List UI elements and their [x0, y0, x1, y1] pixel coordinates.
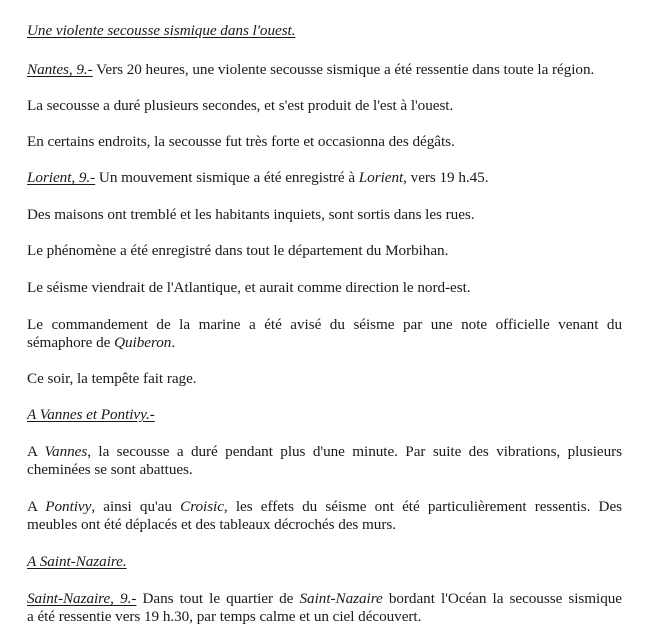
subheading-vannes-pontivy [27, 406, 155, 424]
paragraph-text: Le commandement de la marine a été avisé du séisme par une note officielle venant du [27, 316, 622, 333]
city-quiberon: Quiberon [114, 334, 172, 351]
subheading-saint-nazaire [27, 553, 127, 571]
subheading-text: A Saint-Nazaire. [27, 553, 127, 570]
paragraph-text: A [27, 443, 45, 460]
paragraph-text: bordant l'Océan la secousse sismique [382, 590, 622, 607]
paragraph-text: , la secousse a duré pendant plus d'une minute. Par suite des vibrations, plusieurs [87, 443, 622, 460]
paragraph-saint-nazaire-line1 [27, 590, 622, 608]
dateline-lorient: Lorient, 9.- [27, 169, 96, 186]
paragraph-pontivy-line2 [27, 516, 396, 534]
paragraph-text: , ainsi qu'au [91, 498, 181, 515]
paragraph-text: Des maisons ont tremblé et les habitants inquiets, sont sortis dans les rues. [27, 206, 475, 223]
paragraph-nantes [27, 61, 594, 79]
paragraph-navy-line2 [27, 334, 175, 352]
headline-text: Une violente secousse sismique dans l'ouest. [27, 22, 296, 39]
city-croisic: Croisic [180, 498, 224, 515]
paragraph-houses [27, 206, 475, 224]
paragraph-text: Le séisme viendrait de l'Atlantique, et aurait comme direction le nord-est. [27, 279, 471, 296]
paragraph-text: Un mouvement sismique a été enregistré à [95, 169, 359, 186]
paragraph-lorient [27, 169, 488, 187]
paragraph-text: Vers 20 heures, une violente secousse sismique a été ressentie dans toute la région. [92, 61, 595, 78]
subheading-text: A Vannes et Pontivy.- [27, 406, 155, 423]
paragraph-text: Ce soir, la tempête fait rage. [27, 370, 197, 387]
paragraph-vannes-line1 [27, 443, 622, 461]
paragraph-pontivy-line1 [27, 498, 622, 516]
headline [27, 22, 295, 40]
paragraph-duration [27, 97, 453, 115]
paragraph-text: , vers 19 h.45. [403, 169, 489, 186]
city-pontivy: Pontivy [45, 498, 92, 515]
paragraph-text: Dans tout le quartier de [136, 590, 300, 607]
paragraph-storm [27, 370, 197, 388]
paragraph-vannes-line2 [27, 461, 193, 479]
city-lorient: Lorient [358, 169, 404, 186]
dateline-nantes: Nantes, 9.- [27, 61, 93, 78]
dateline-saint-nazaire: Saint-Nazaire, 9.- [27, 590, 137, 607]
paragraph-text: sémaphore de [27, 334, 115, 351]
paragraph-text: A [27, 498, 46, 515]
paragraph-damage [27, 133, 455, 151]
paragraph-morbihan [27, 242, 448, 260]
city-saint-nazaire: Saint-Nazaire [299, 590, 383, 607]
paragraph-saint-nazaire-line2 [27, 608, 421, 626]
paragraph-text: , les effets du séisme ont été particulièrement ressentis. Des [223, 498, 623, 515]
paragraph-text: meubles ont été déplacés et des tableaux décrochés des murs. [27, 516, 396, 533]
paragraph-text: . [171, 334, 176, 351]
city-vannes: Vannes [44, 443, 88, 460]
paragraph-text: cheminées se sont abattues. [27, 461, 193, 478]
paragraph-text: La secousse a duré plusieurs secondes, et s'est produit de l'est à l'ouest. [27, 97, 454, 114]
paragraph-text: a été ressentie vers 19 h.30, par temps calme et un ciel découvert. [27, 608, 422, 625]
paragraph-text: Le phénomène a été enregistré dans tout le département du Morbihan. [27, 242, 449, 259]
paragraph-navy-line1 [27, 316, 622, 334]
paragraph-atlantic [27, 279, 471, 297]
paragraph-text: En certains endroits, la secousse fut très forte et occasionna des dégâts. [27, 133, 455, 150]
